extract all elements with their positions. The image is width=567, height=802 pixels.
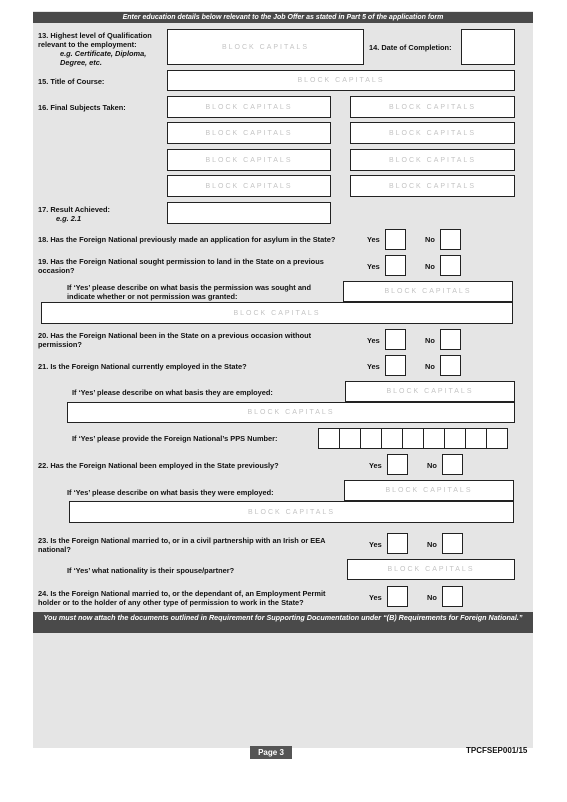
q16-subject-input[interactable]: BLOCK CAPITALS xyxy=(167,149,331,171)
q18-no-checkbox[interactable] xyxy=(440,229,461,250)
q23-nationality-input[interactable]: BLOCK CAPITALS xyxy=(347,559,515,580)
q21-followup-label: If ‘Yes’ please describe on what basis they are employed: xyxy=(72,388,273,397)
q16-subject-input[interactable]: BLOCK CAPITALS xyxy=(167,96,331,118)
q21-basis-input-continued[interactable]: BLOCK CAPITALS xyxy=(67,402,515,423)
pps-digit-box[interactable] xyxy=(360,428,382,449)
q20-no-checkbox[interactable] xyxy=(440,329,461,350)
q20-yes-checkbox[interactable] xyxy=(385,329,406,350)
q18-yes-label: Yes xyxy=(367,235,380,244)
page-number: Page 3 xyxy=(250,746,292,759)
q21-yes-label: Yes xyxy=(367,362,380,371)
pps-digit-box[interactable] xyxy=(402,428,424,449)
q20-no-label: No xyxy=(425,336,435,345)
q19-yes-label: Yes xyxy=(367,262,380,271)
q14-label: 14. Date of Completion: xyxy=(369,43,452,52)
q13-hint: e.g. Certificate, Diploma, Degree, etc. xyxy=(60,49,147,67)
q23-no-checkbox[interactable] xyxy=(442,533,463,554)
pps-number-input[interactable] xyxy=(319,428,508,449)
supporting-documents-notice: You must now attach the documents outlined in Requirement for Supporting Documentation under “(B) Requirements for Foreign National.” xyxy=(33,612,533,633)
q16-subject-input[interactable]: BLOCK CAPITALS xyxy=(350,122,515,144)
q19-followup-label: If ‘Yes’ please describe on what basis the permission was sought and indicate whether or not permission was granted: xyxy=(67,283,311,301)
q16-subject-input[interactable]: BLOCK CAPITALS xyxy=(350,96,515,118)
q21-label: 21. Is the Foreign National currently employed in the State? xyxy=(38,362,247,371)
q24-label: 24. Is the Foreign National married to, or the dependant of, an Employment Permit holder or to the holder of any other type of permission to work in the State? xyxy=(38,589,326,607)
q18-label: 18. Has the Foreign National previously made an application for asylum in the State? xyxy=(38,235,336,244)
q16-subject-input[interactable]: BLOCK CAPITALS xyxy=(350,149,515,171)
q18-yes-checkbox[interactable] xyxy=(385,229,406,250)
q23-no-label: No xyxy=(427,540,437,549)
q22-yes-label: Yes xyxy=(369,461,382,470)
pps-digit-box[interactable] xyxy=(423,428,445,449)
q17-hint: e.g. 2.1 xyxy=(56,214,82,223)
q19-yes-checkbox[interactable] xyxy=(385,255,406,276)
q19-no-label: No xyxy=(425,262,435,271)
q22-followup-label: If ‘Yes’ please describe on what basis they were employed: xyxy=(67,488,274,497)
q22-yes-checkbox[interactable] xyxy=(387,454,408,475)
pps-digit-box[interactable] xyxy=(381,428,403,449)
q16-subject-input[interactable]: BLOCK CAPITALS xyxy=(167,122,331,144)
q17-result-input[interactable] xyxy=(167,202,331,224)
q15-label: 15. Title of Course: xyxy=(38,77,105,86)
q22-no-label: No xyxy=(427,461,437,470)
q14-date-input[interactable] xyxy=(461,29,515,65)
pps-digit-box[interactable] xyxy=(465,428,487,449)
pps-digit-box[interactable] xyxy=(318,428,340,449)
q21-no-checkbox[interactable] xyxy=(440,355,461,376)
q16-subject-input[interactable]: BLOCK CAPITALS xyxy=(350,175,515,197)
section-header-bar: Enter education details below relevant to the Job Offer as stated in Part 5 of the application form xyxy=(33,12,533,23)
q21-yes-checkbox[interactable] xyxy=(385,355,406,376)
q23-followup-label: If ‘Yes’ what nationality is their spouse/partner? xyxy=(67,566,235,575)
q16-label: 16. Final Subjects Taken: xyxy=(38,103,126,112)
q22-basis-input[interactable]: BLOCK CAPITALS xyxy=(344,480,514,501)
q19-basis-input[interactable]: BLOCK CAPITALS xyxy=(343,281,513,302)
q19-no-checkbox[interactable] xyxy=(440,255,461,276)
form-code: TPCFSEP001/15 xyxy=(466,746,528,755)
q24-no-label: No xyxy=(427,593,437,602)
q19-label: 19. Has the Foreign National sought permission to land in the State on a previous occasion? xyxy=(38,257,324,275)
pps-digit-box[interactable] xyxy=(339,428,361,449)
q22-basis-input-continued[interactable]: BLOCK CAPITALS xyxy=(69,501,514,523)
q13-label: 13. Highest level of Qualification relevant to the employment: e.g. Certificate, Diploma, Degree, etc. xyxy=(38,31,163,67)
q21-pps-label: If ‘Yes’ please provide the Foreign National’s PPS Number: xyxy=(72,434,278,443)
q16-subject-input[interactable]: BLOCK CAPITALS xyxy=(167,175,331,197)
q18-no-label: No xyxy=(425,235,435,244)
q13-qualification-input[interactable]: BLOCK CAPITALS xyxy=(167,29,364,65)
pps-digit-box[interactable] xyxy=(486,428,508,449)
q23-label: 23. Is the Foreign National married to, or in a civil partnership with an Irish or EEA national? xyxy=(38,536,326,554)
q21-basis-input[interactable]: BLOCK CAPITALS xyxy=(345,381,515,402)
q19-basis-input-continued[interactable]: BLOCK CAPITALS xyxy=(41,302,513,324)
q22-label: 22. Has the Foreign National been employed in the State previously? xyxy=(38,461,279,470)
q20-label: 20. Has the Foreign National been in the State on a previous occasion without permission? xyxy=(38,331,312,349)
pps-digit-box[interactable] xyxy=(444,428,466,449)
q21-no-label: No xyxy=(425,362,435,371)
q24-yes-label: Yes xyxy=(369,593,382,602)
q15-course-input[interactable]: BLOCK CAPITALS xyxy=(167,70,515,91)
q22-no-checkbox[interactable] xyxy=(442,454,463,475)
q24-yes-checkbox[interactable] xyxy=(387,586,408,607)
q20-yes-label: Yes xyxy=(367,336,380,345)
q23-yes-label: Yes xyxy=(369,540,382,549)
q17-label: 17. Result Achieved: e.g. 2.1 xyxy=(38,205,163,223)
q23-yes-checkbox[interactable] xyxy=(387,533,408,554)
q24-no-checkbox[interactable] xyxy=(442,586,463,607)
